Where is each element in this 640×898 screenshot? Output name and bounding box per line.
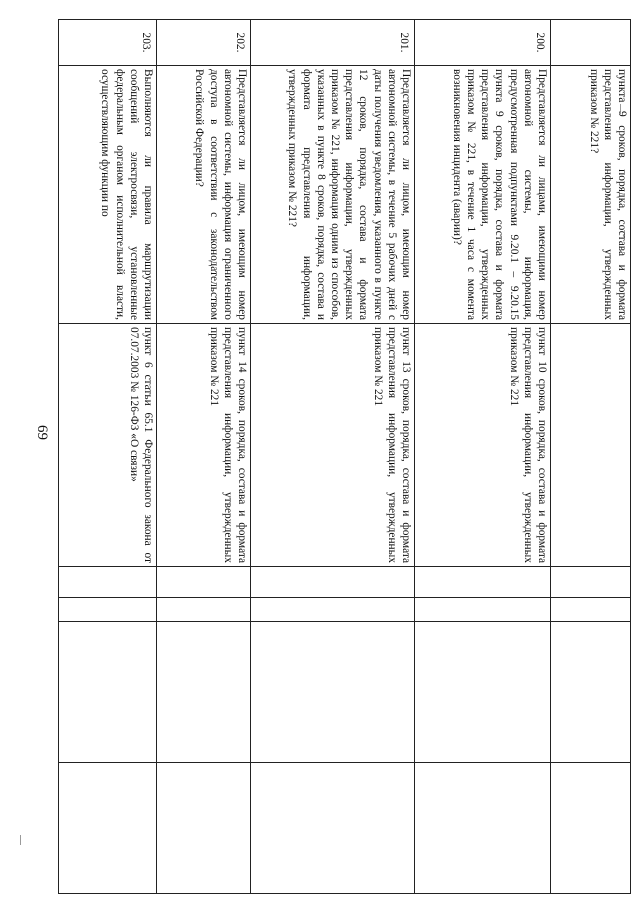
empty-cell [251,763,415,894]
empty-cell [157,598,251,622]
table-row [157,20,251,894]
checklist-table-frame [59,19,631,893]
scan-mark [20,835,21,845]
row-number-cell: 203. [59,20,157,66]
empty-cell [415,567,551,598]
table-row [415,20,551,894]
empty-cell [251,598,415,622]
empty-cell [415,598,551,622]
table-row [59,20,157,894]
empty-cell [59,567,157,598]
reference-cell: пункт 13 сроков, порядка, состава и формата представления информации, утвержденных приказом № 221 [251,324,415,567]
empty-cell [415,622,551,763]
question-cell: Представляется ли лицами, имеющими номер автономной системы, информация, предусмотренная подпунктами 9.20.1 – 9.20.15 пункта 9 сроков, порядка, состава и формата представления информации, утвержденных приказом № 221, в течение 1 часа с момента возникновения инцидента (аварии)? [415,66,551,324]
rotated-table-container [59,19,631,893]
question-cell: Представляется ли лицом, имеющим номер автономной системы, информация ограниченного доступа в соответствии с законодательством Российской Федерации? [157,66,251,324]
row-number-cell: 202. [157,20,251,66]
row-number-cell: 201. [251,20,415,66]
empty-cell [551,598,631,622]
empty-cell [59,598,157,622]
reference-cell: пункт 6 статьи 65.1 Федерального закона от 07.07.2003 № 126-ФЗ «О связи» [59,324,157,567]
question-cell: Выполняются ли правила маршрутизации сообщений электросвязи, установленные федеральным органом исполнительной власти, осуществляющим функции по [59,66,157,324]
empty-cell [251,567,415,598]
question-cell: пункта 9 сроков, порядка, состава и формата представления информации, утвержденных приказом № 221? [551,66,631,324]
empty-cell [157,622,251,763]
table-row [251,20,415,894]
reference-cell: пункт 10 сроков, порядка, состава и формата представления информации, утвержденных приказом № 221 [415,324,551,567]
page-number: 69 [34,425,50,440]
checklist-table [58,19,631,894]
empty-cell [551,763,631,894]
empty-cell [251,622,415,763]
reference-cell [551,324,631,567]
row-number-cell: 200. [415,20,551,66]
question-cell: Представляется ли лицом, имеющим номер автономной системы, в течение 5 рабочих дней с даты получения уведомления, указанного в пункте 12 сроков, порядка, состава и формата представления информации, утвержденных приказом № 221, информация одним из способов, указанных в пункте 8 сроков, порядка, состава и формата представления информации, утвержденных приказом № 221? [251,66,415,324]
empty-cell [551,622,631,763]
empty-cell [157,567,251,598]
empty-cell [157,763,251,894]
empty-cell [59,622,157,763]
empty-cell [59,763,157,894]
row-number-cell [551,20,631,66]
table-row [551,20,631,894]
empty-cell [415,763,551,894]
empty-cell [551,567,631,598]
reference-cell: пункт 14 сроков, порядка, состава и формата представления информации, утвержденных приказом № 221 [157,324,251,567]
